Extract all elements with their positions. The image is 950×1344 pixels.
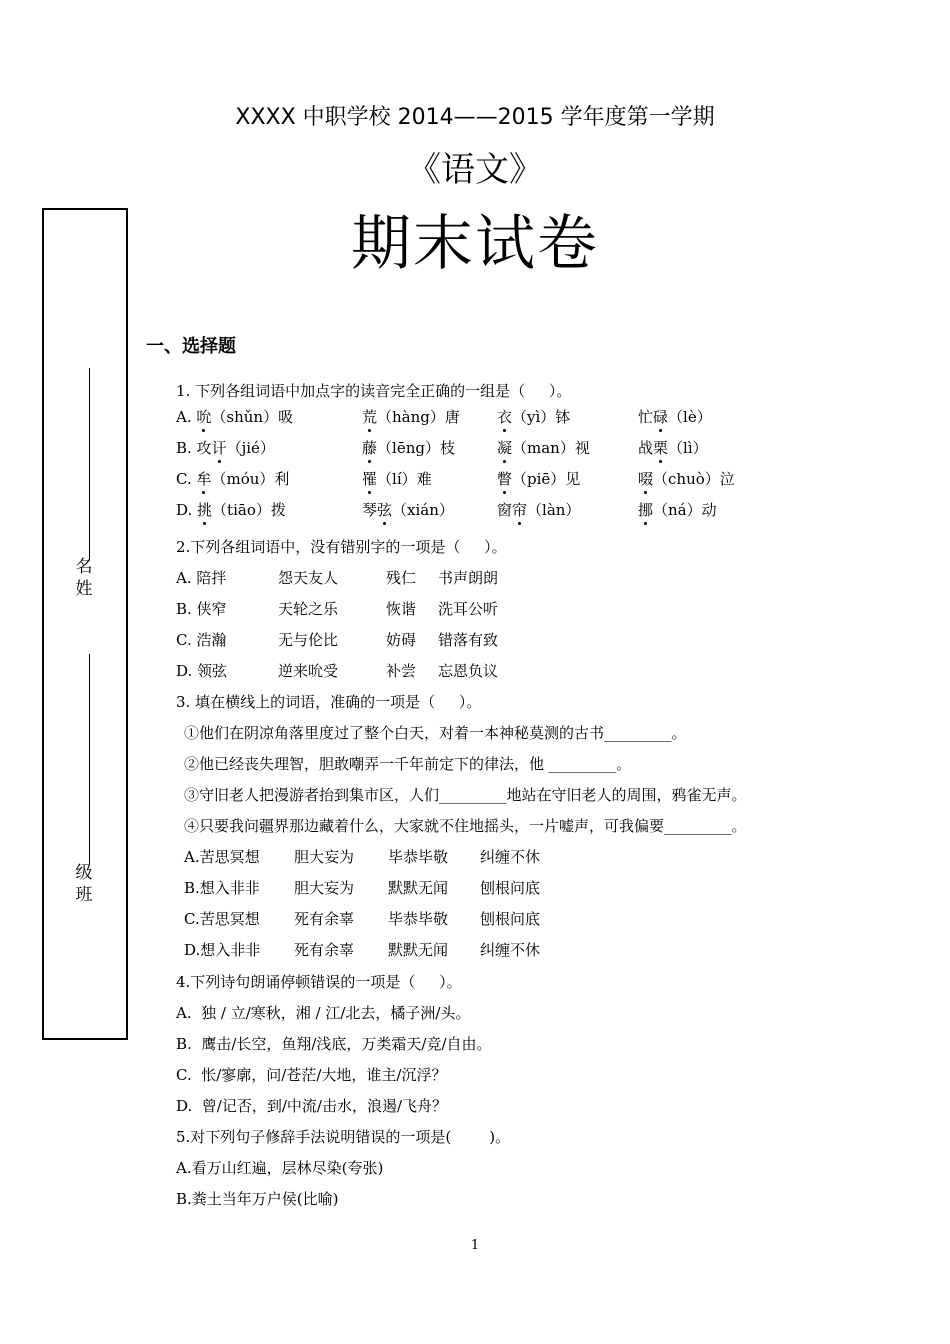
question-3-sentence: ①他们在阴凉角落里度过了整个白天，对着一本神秘莫测的古书_________。 [184, 724, 687, 742]
q3-option-cell: 毕恭毕敬 [388, 848, 449, 866]
question-1-stem: 1. 下列各组词语中加点字的读音完全正确的一组是（ ）。 [176, 382, 572, 400]
q3-option-cell: 默默无闻 [388, 879, 449, 897]
q3-option-cell: 毕恭毕敬 [388, 910, 449, 928]
q3-option-cell: 默默无闻 [388, 941, 449, 959]
question-3-sentence: ③守旧老人把漫游者抬到集市区，人们_________地站在守旧老人的周围，鸦雀无声。 [184, 786, 747, 804]
question-4-option-d: D. 曾/记否，到/中流/击水，浪遏/飞舟？ [176, 1097, 448, 1115]
q1-option-cell: 忙碌（lè） [638, 408, 712, 426]
q3-option-cell: B.想入非非 [184, 879, 260, 897]
name-fill-line [89, 368, 90, 560]
school-term-header: XXXX 中职学校 2014——2015 学年度第一学期 [235, 105, 715, 130]
q2-option-cell: C. 浩瀚 [176, 631, 227, 649]
q1-option-cell: 罹（lí）难 [362, 470, 432, 488]
q3-option-cell: 死有余辜 [294, 941, 355, 959]
q3-option-cell: A.苦思冥想 [184, 848, 260, 866]
question-5-option-b: B.粪土当年万户侯(比喻) [176, 1190, 339, 1208]
q1-option-cell: 藤（lēng）枝 [362, 439, 455, 457]
q2-option-cell: 无与伦比 [278, 631, 339, 649]
q3-option-cell: 胆大妄为 [294, 879, 355, 897]
name-label: 名 姓 [75, 557, 93, 599]
q3-option-cell: 纠缠不休 [480, 848, 541, 866]
q3-option-cell: D.想入非非 [184, 941, 261, 959]
q2-option-cell: 天轮之乐 [278, 600, 339, 618]
question-3-sentence: ④只要我问疆界那边藏着什么，大家就不住地摇头，一片嘘声，可我偏要_________。 [184, 817, 747, 835]
q1-option-cell: A. 吮（shǔn）吸 [176, 408, 294, 426]
question-4-option-b: B. 鹰击/长空，鱼翔/浅底，万类霜天/竞/自由。 [176, 1035, 492, 1053]
q2-option-cell: A. 陪拌 [176, 569, 227, 587]
q1-option-cell: D. 挑（tiāo）拨 [176, 501, 286, 519]
q1-option-cell: 啜（chuò）泣 [638, 470, 735, 488]
q3-option-cell: 死有余辜 [294, 910, 355, 928]
q2-option-cell: 忘恩负议 [438, 662, 499, 680]
q1-option-cell: 衣（yì）钵 [497, 408, 571, 426]
q2-option-cell: 书声朗朗 [438, 569, 499, 587]
q1-option-cell: C. 牟（móu）利 [176, 470, 290, 488]
page-number: 1 [470, 1238, 480, 1253]
q2-option-cell: D. 领弦 [176, 662, 228, 680]
q1-option-cell: 挪（ná）动 [638, 501, 717, 519]
q1-option-cell: 凝（man）视 [497, 439, 590, 457]
q3-option-cell: 胆大妄为 [294, 848, 355, 866]
q3-option-cell: 刨根问底 [480, 879, 541, 897]
q3-option-cell: 纠缠不休 [480, 941, 541, 959]
q1-option-cell: 战栗（lì） [638, 439, 708, 457]
question-5-option-a: A.看万山红遍，层林尽染(夸张) [176, 1159, 384, 1177]
q2-option-cell: B. 侠窄 [176, 600, 227, 618]
q3-option-cell: C.苦思冥想 [184, 910, 260, 928]
q2-option-cell: 怨天友人 [278, 569, 339, 587]
exam-title: 期末试卷 [351, 209, 599, 279]
class-label: 级 班 [75, 863, 93, 905]
q2-option-cell: 补尝 [386, 662, 417, 680]
question-3-sentence: ②他已经丧失理智，胆敢嘲弄一千年前定下的律法，他 _________。 [184, 755, 632, 773]
q1-option-cell: B. 攻讦（jié） [176, 439, 275, 457]
q2-option-cell: 洗耳公听 [438, 600, 499, 618]
q1-option-cell: 瞥（piē）见 [497, 470, 581, 488]
q2-option-cell: 恢谐 [386, 600, 417, 618]
q2-option-cell: 残仁 [386, 569, 417, 587]
question-4-stem: 4.下列诗句朗诵停顿错误的一项是（ ）。 [176, 973, 462, 991]
q1-option-cell: 琴弦（xián） [362, 501, 454, 519]
q1-option-cell: 窗帘（làn） [497, 501, 581, 519]
question-5-stem: 5.对下列句子修辞手法说明错误的一项是( )。 [176, 1128, 511, 1146]
class-fill-line [89, 654, 90, 864]
q3-option-cell: 刨根问底 [480, 910, 541, 928]
subject-title: 《语文》 [407, 150, 543, 190]
question-3-stem: 3. 填在横线上的词语，准确的一项是（ ）。 [176, 693, 482, 711]
q2-option-cell: 错落有致 [438, 631, 499, 649]
question-4-option-c: C. 怅/寥廓，问/苍茫/大地，谁主/沉浮？ [176, 1066, 447, 1084]
q1-option-cell: 荒（hàng）唐 [362, 408, 460, 426]
question-4-option-a: A. 独 / 立/寒秋，湘 / 江/北去，橘子洲/头。 [176, 1004, 471, 1022]
question-2-stem: 2.下列各组词语中，没有错别字的一项是（ ）。 [176, 538, 507, 556]
section-title: 一、选择题 [146, 336, 236, 357]
q2-option-cell: 妨碍 [386, 631, 417, 649]
binding-strip [42, 208, 128, 1040]
q2-option-cell: 逆来吮受 [278, 662, 339, 680]
